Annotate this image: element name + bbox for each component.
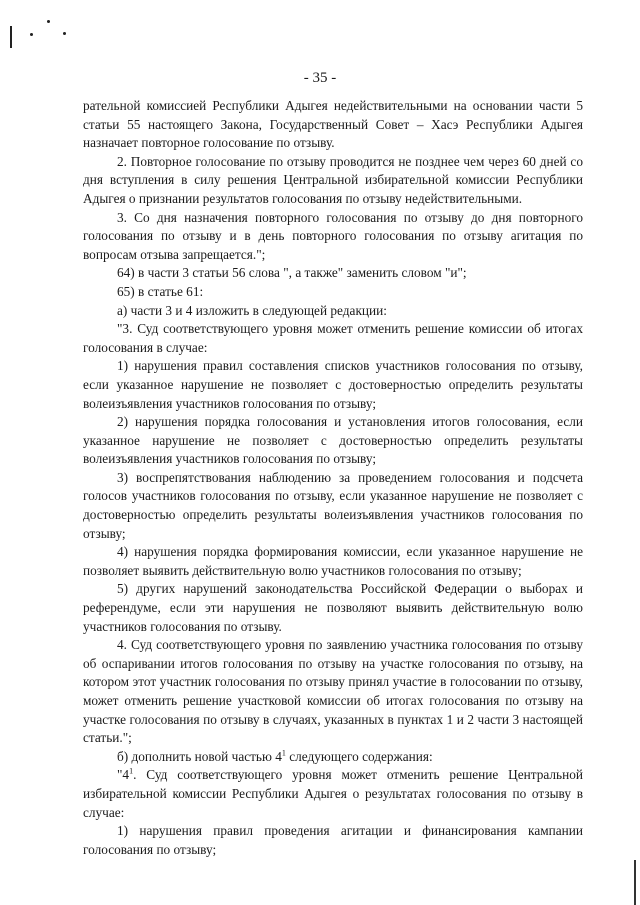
scan-artifact [63, 32, 66, 35]
paragraph: 2) нарушения порядка голосования и установления итогов голосования, если указанное нарушение не позволяет с достоверностью определить результаты волеизъявления участников голосования по отзыву; [83, 414, 583, 467]
paragraph: рательной комиссией Республики Адыгея недействительными на основании части 5 статьи 55 настоящего Закона, Государственный Совет – Хасэ Республики Адыгея назначает повторное голосование по отзыву. [83, 98, 583, 151]
superscript: 1 [129, 766, 134, 776]
document-body [83, 97, 583, 859]
paragraph: 2. Повторное голосование по отзыву проводится не позднее чем через 60 дней со дня вступления в силу решения Центральной избирательной комиссии Республики Адыгея о признании результатов голосования по отзыву недействительными. [83, 153, 583, 206]
paragraph: 1) нарушения правил проведения агитации и финансирования кампании голосования по отзыву; [83, 823, 583, 857]
paragraph: 3) воспрепятствования наблюдению за проведением голосования и подсчета голосов участников голосования по отзыву, если указанное нарушение не позволяет с достоверностью определить результаты волеизъявления участников голосования по отзыву; [83, 469, 583, 541]
scan-artifact [634, 860, 636, 905]
text-run: следующего содержания: [285, 748, 433, 764]
paragraph: 4. Суд соответствующего уровня по заявлению участника голосования по отзыву об оспаривании итогов голосования по отзыву на участке голосования по отзыву, на котором этот участник голосования по отзыву принял участие в голосовании по отзыву, может отменить решение участковой комиссии об итогах голосования по отзыву на участке голосования по отзыву в случаях, указанных в пунктах 1 и 2 части 3 настоящей статьи."; [83, 637, 583, 746]
paragraph: 4) нарушения порядка формирования комиссии, если указанное нарушение не позволяет выявить действительную волю участников голосования по отзыву; [83, 544, 583, 578]
paragraph [83, 748, 583, 767]
scan-artifact [10, 26, 12, 48]
paragraph [83, 766, 583, 822]
page-number: - 35 - [303, 70, 337, 86]
text-run: б) дополнить новой частью 4 [117, 748, 282, 764]
scan-artifact [30, 33, 33, 36]
scan-artifact [47, 20, 50, 23]
paragraph: 3. Со дня назначения повторного голосования по отзыву до дня повторного голосования по отзыву и в день повторного голосования по отзыву агитация по вопросам отзыва запрещается."; [83, 209, 583, 262]
paragraph: 65) в статье 61: [117, 283, 204, 299]
paragraph: а) части 3 и 4 изложить в следующей редакции: [117, 302, 387, 318]
text-run: . Суд соответствующего уровня может отменить решение Центральной избирательной комиссии Республики Адыгея о результатах голосования по отзыву в случае: [83, 767, 583, 820]
superscript: 1 [281, 748, 286, 758]
paragraph: 1) нарушения правил составления списков участников голосования по отзыву, если указанное нарушение не позволяет с достоверностью определить результаты волеизъявления участников голосования по отзыву; [83, 358, 583, 411]
text-run: "4 [117, 767, 130, 783]
paragraph: "3. Суд соответствующего уровня может отменить решение комиссии об итогах голосования в случае: [83, 321, 583, 355]
paragraph: 5) других нарушений законодательства Российской Федерации о выборах и референдуме, если эти нарушения не позволяют выявить действительную волю участников голосования по отзыву. [83, 581, 583, 634]
paragraph: 64) в части 3 статьи 56 слова ", а также" заменить словом "и"; [117, 265, 467, 281]
